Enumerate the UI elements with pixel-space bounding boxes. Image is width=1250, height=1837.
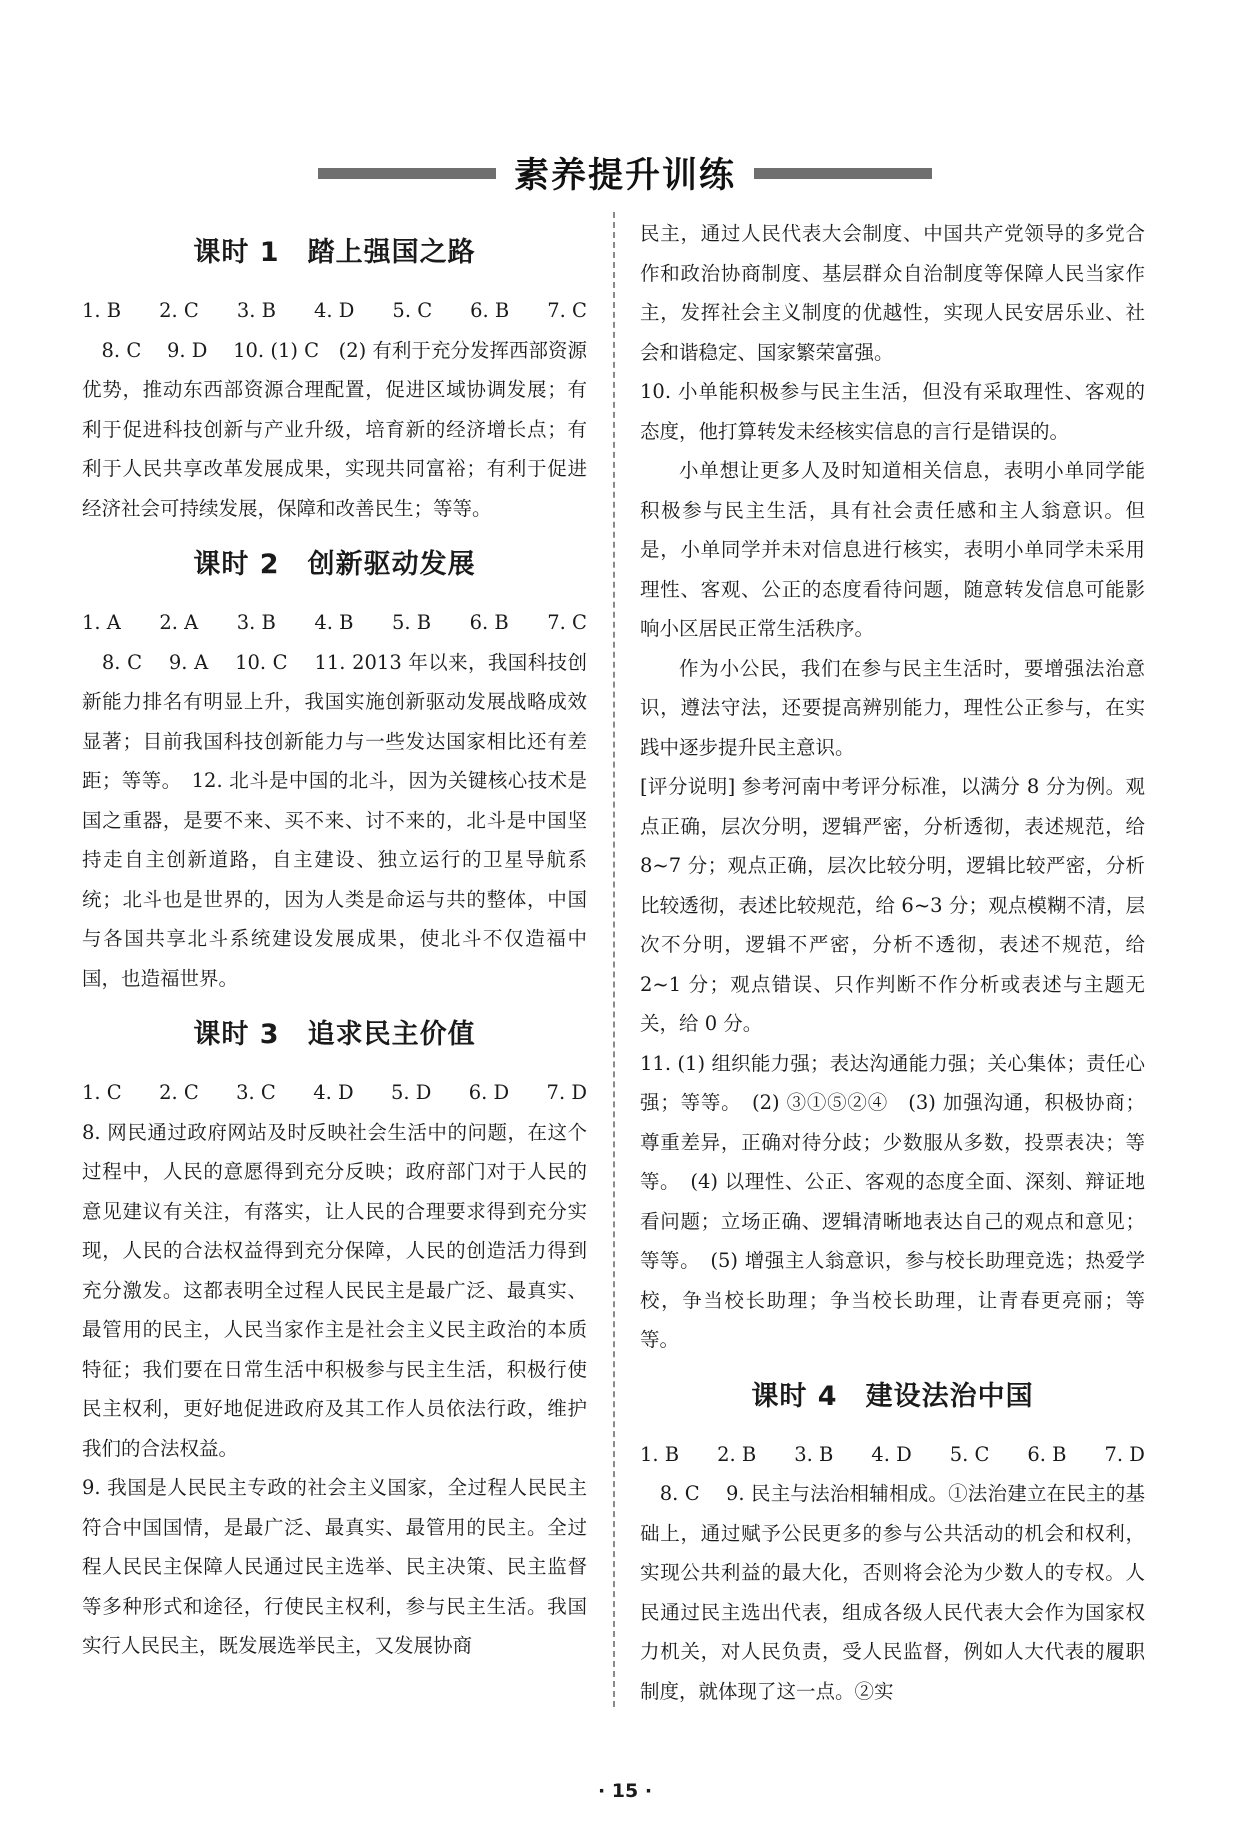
answer-item: 5. D xyxy=(390,1081,432,1104)
answer-item: 7. D xyxy=(1104,1442,1145,1466)
section-header xyxy=(0,148,1250,198)
column-divider xyxy=(613,212,615,1707)
answer-item: 5. B xyxy=(392,611,432,634)
answer-item: 2. C xyxy=(159,299,199,322)
answer-item: 2. B xyxy=(717,1442,757,1466)
lesson-4-answers xyxy=(640,1435,1145,1475)
answer-11: 11. (1) 组织能力强；表达沟通能力强；关心集体；责任心强；等等。 (2) ③①⑤②④ (3) 加强沟通，积极协商；尊重差异，正确对待分歧；少数服从多数，投票表决；等等。 (4) 以理性、公正、客观的态度全面、深刻、辩证地看问题；立场正确、逻辑清晰地表达自己的观点和意见；等等。 (5) 增强主人翁意识，参与校长助理竞选；热爱学校，争当校长助理；争当校长助理，让青春更亮丽；等等。 xyxy=(640,1051,1145,1351)
lesson-1-text: 8. C 9. D 10. (1) C (2) 有利于充分发挥西部资源优势，推动东西部资源合理配置，促进区域协调发展；有利于促进科技创新与产业升级，培育新的经济增长点；有利于人民共享改革发展成果，实现共同富裕；有利于促进经济社会可持续发展，保障和改善民生；等等。 xyxy=(82,338,587,520)
answer-item: 2. C xyxy=(159,1081,199,1104)
answer-10-para-3: 作为小公民，我们在参与民主生活时，要增强法治意识，遵法守法，还要提高辨别能力，理性公正参与，在实践中逐步提升民主意识。 xyxy=(640,656,1145,759)
answer-item: 3. B xyxy=(236,611,276,634)
lesson-3-answer-8: 8. 网民通过政府网站及时反映社会生活中的问题，在这个过程中，人民的意愿得到充分反映；政府部门对于人民的意见建议有关注，有落实，让人民的合理要求得到充分实现，人民的合法权益得到充分保障，人民的创造活力得到充分激发。这都表明全过程人民民主是最广泛、最真实、最管用的民主，人民当家作主是社会主义民主政治的本质特征；我们要在日常生活中积极参与民主生活，积极行使民主权利，更好地促进政府及其工作人员依法行政，维护我们的合法权益。 xyxy=(82,1120,587,1460)
lesson-3-answer-9: 9. 我国是人民民主专政的社会主义国家，全过程人民民主符合中国国情，是最广泛、最真实、最管用的民主。全过程人民民主保障人民通过民主选举、民主决策、民主监督等多种形式和途径，行使民主权利，参与民主生活。我国实行人民民主，既发展选举民主，又发展协商 xyxy=(82,1476,587,1657)
header-bar-left xyxy=(318,168,496,179)
answer-item: 4. D xyxy=(871,1442,912,1466)
page-title: 素养提升训练 xyxy=(513,156,736,196)
lesson-1-title: 课时 1 踏上强国之路 xyxy=(193,237,476,268)
answer-item: 6. B xyxy=(1027,1442,1067,1466)
answer-item: 5. C xyxy=(949,1442,990,1466)
lesson-4-title: 课时 4 建设法治中国 xyxy=(751,1380,1034,1412)
answer-item: 1. C xyxy=(82,1081,122,1104)
lesson-4-text: 8. C 9. 民主与法治相辅相成。①法治建立在民主的基础上，通过赋予公民更多的参与公共活动的机会和权利，实现公共利益的最大化，否则将会沦为少数人的专权。人民通过民主选出代表，组成各级人民代表大会作为国家权力机关，对人民负责，受人民监督，例如人大代表的履职制度，就体现了这一点。②实 xyxy=(640,1482,1145,1703)
answer-item: 3. B xyxy=(236,299,276,322)
answer-item: 1. B xyxy=(82,299,122,322)
answer-item: 2. A xyxy=(159,611,199,634)
lesson-2-text: 8. C 9. A 10. C 11. 2013 年以来，我国科技创新能力排名有明显上升，我国实施创新驱动发展战略成效显著；目前我国科技创新能力与一些发达国家相比还有差距；等等。 12. 北斗是中国的北斗，因为关键核心技术是国之重器，是要不来、买不来、讨不来的，北斗是中国坚持走自主创新道路，自主建设、独立运行的卫星导航系统；北斗也是世界的，因为人类是命运与共的整体，中国与各国共享北斗系统建设发展成果，使北斗不仅造福中国，也造福世界。 xyxy=(82,650,587,990)
answer-10: 10. 小单能积极参与民主生活，但没有采取理性、客观的态度，他打算转发未经核实信息的言行是错误的。 xyxy=(640,380,1145,443)
answer-item: 6. D xyxy=(468,1081,510,1104)
answer-item: 7. C xyxy=(547,299,587,322)
page-number: · 15 · xyxy=(597,1780,653,1802)
lesson-1-answers xyxy=(82,291,587,331)
lesson-3-answers xyxy=(82,1073,587,1113)
answer-item: 3. C xyxy=(236,1081,276,1104)
answer-item: 4. D xyxy=(313,299,355,322)
answer-item: 4. B xyxy=(314,611,354,634)
answer-item: 7. D xyxy=(546,1081,587,1104)
answer-item: 1. B xyxy=(640,1442,680,1466)
answer-item: 4. D xyxy=(313,1081,354,1104)
answer-10-para-2: 小单想让更多人及时知道相关信息，表明小单同学能积极参与民主生活，具有社会责任感和主人翁意识。但是，小单同学并未对信息进行核实，表明小单同学未采用理性、客观、公正的态度看待问题，随意转发信息可能影响小区居民正常生活秩序。 xyxy=(640,459,1145,640)
answer-item: 3. B xyxy=(794,1442,834,1466)
answer-item: 6. B xyxy=(470,299,510,322)
right-column xyxy=(640,214,1145,1734)
answer-item: 7. C xyxy=(547,611,587,634)
answer-item: 6. B xyxy=(469,611,509,634)
answer-item: 5. C xyxy=(392,299,433,322)
lesson-2-title: 课时 2 创新驱动发展 xyxy=(193,549,476,580)
lesson-3-title: 课时 3 追求民主价值 xyxy=(193,1019,476,1050)
answer-9-continued: 民主，通过人民代表大会制度、中国共产党领导的多党合作和政治协商制度、基层群众自治制度等保障人民当家作主，发挥社会主义制度的优越性，实现人民安居乐业、社会和谐稳定、国家繁荣富强。 xyxy=(640,222,1145,364)
scoring-notes: [评分说明] 参考河南中考评分标准，以满分 8 分为例。观点正确，层次分明，逻辑严密，分析透彻，表述规范，给 8~7 分；观点正确，层次比较分明，逻辑比较严密，分析比较透彻，表述比较规范，给 6~3 分；观点模糊不清，层次不分明，逻辑不严密，分析不透彻，表述不规范，给 2~1 分；观点错误、只作判断不作分析或表述与主题无关，给 0 分。 xyxy=(640,775,1145,1035)
header-bar-right xyxy=(754,168,932,179)
lesson-2-answers xyxy=(82,603,587,643)
answer-item: 1. A xyxy=(82,611,121,634)
left-column xyxy=(82,212,587,1732)
